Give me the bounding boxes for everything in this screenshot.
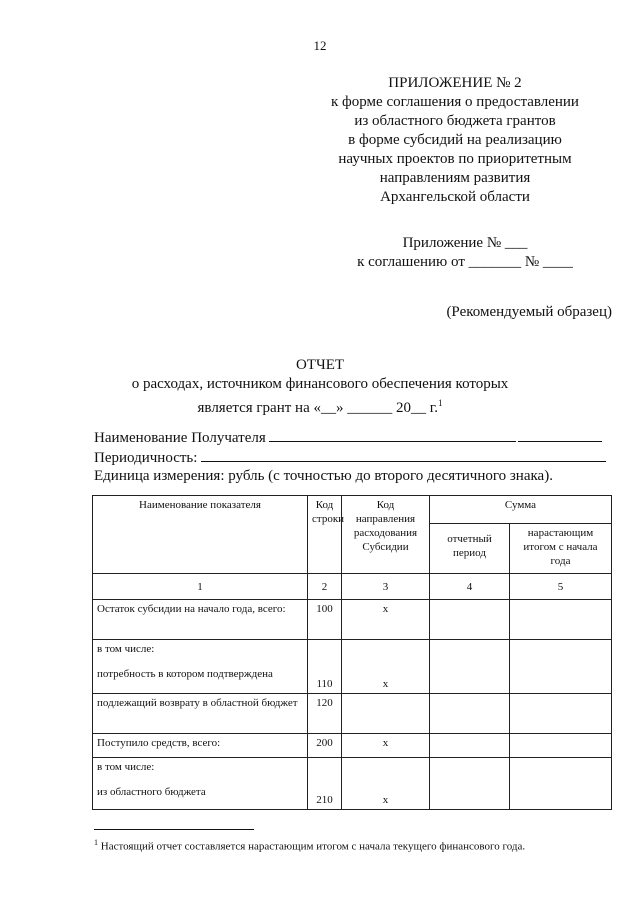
footnote-text: Настоящий отчет составляется нарастающим итогом с начала текущего финансового года.: [100, 840, 526, 853]
row-prefix: в том числе:: [97, 761, 155, 773]
footnote-divider: [94, 829, 254, 830]
page-number: 12: [313, 38, 327, 53]
report-title: [0, 356, 640, 418]
title-line-3-text: является грант на «__» ______ 20__ г.: [197, 400, 438, 416]
header-name: Наименование показателя: [93, 496, 308, 574]
table-row: [93, 758, 612, 810]
col-number: 3: [342, 574, 430, 600]
row-name: подлежащий возврату в областной бюджет: [93, 694, 308, 734]
row-name: Поступило средств, всего:: [93, 734, 308, 758]
col-number: 4: [430, 574, 510, 600]
recipient-blank-2[interactable]: [518, 427, 602, 442]
col-number: 2: [308, 574, 342, 600]
row-direction: х: [342, 600, 430, 640]
row-period-value[interactable]: [430, 600, 510, 640]
report-table: [92, 495, 612, 810]
appendix-line: направлениям развития: [379, 170, 531, 186]
row-period-value[interactable]: [430, 734, 510, 758]
title-line-2: о расходах, источником финансового обеспечения которых: [131, 376, 509, 392]
footnote: [94, 836, 594, 854]
footnote-number: 1: [94, 838, 98, 847]
row-code: 110: [308, 640, 342, 694]
row-name: [93, 758, 308, 810]
row-period-value[interactable]: [430, 758, 510, 810]
row-direction: [342, 694, 430, 734]
row-code: 100: [308, 600, 342, 640]
col-number: 1: [93, 574, 308, 600]
row-code: 210: [308, 758, 342, 810]
periodicity-row: [94, 447, 614, 467]
agreement-reference: [330, 234, 600, 272]
row-cumulative-value[interactable]: [510, 640, 612, 694]
periodicity-blank[interactable]: [201, 447, 606, 462]
appendix-line: научных проектов по приоритетным: [338, 151, 572, 167]
agreement-line-1: Приложение № ___: [402, 235, 528, 251]
row-cumulative-value[interactable]: [510, 758, 612, 810]
row-cumulative-value[interactable]: [510, 600, 612, 640]
appendix-header: [300, 74, 610, 207]
row-name: Остаток субсидии на начало года, всего:: [93, 600, 308, 640]
footnote-mark: 1: [437, 398, 443, 408]
row-cumulative-value[interactable]: [510, 694, 612, 734]
header-sum: Сумма: [430, 496, 612, 524]
row-cumulative-value[interactable]: [510, 734, 612, 758]
row-direction: х: [342, 758, 430, 810]
row-name: [93, 640, 308, 694]
appendix-line: в форме субсидий на реализацию: [348, 132, 562, 148]
appendix-line: из областного бюджета грантов: [354, 113, 556, 129]
row-prefix: в том числе:: [97, 643, 155, 655]
row-direction: х: [342, 734, 430, 758]
recipient-row: [94, 427, 614, 447]
recipient-label: Наименование Получателя: [94, 430, 266, 446]
row-name-text: потребность в котором подтверждена: [97, 668, 273, 680]
sample-note: (Рекомендуемый образец): [446, 304, 612, 320]
row-code: 200: [308, 734, 342, 758]
row-period-value[interactable]: [430, 640, 510, 694]
recipient-blank[interactable]: [269, 427, 516, 442]
row-period-value[interactable]: [430, 694, 510, 734]
table-row: [93, 640, 612, 694]
table-row: [93, 734, 612, 758]
title-line-3: [0, 394, 640, 418]
appendix-line: Архангельской области: [380, 189, 530, 205]
unit-row: Единица измерения: рубль (с точностью до второго десятичного знака).: [94, 468, 553, 484]
header-cumulative: нарастающим итогом с начала года: [510, 524, 612, 574]
report-fields: [94, 427, 614, 485]
appendix-line: ПРИЛОЖЕНИЕ № 2: [388, 75, 522, 91]
row-code: 120: [308, 694, 342, 734]
col-number: 5: [510, 574, 612, 600]
agreement-line-2: к соглашению от _______ № ____: [357, 254, 573, 270]
title-line-1: ОТЧЕТ: [295, 357, 345, 373]
appendix-line: к форме соглашения о предоставлении: [331, 94, 579, 110]
header-period: отчетный период: [430, 524, 510, 574]
row-direction: х: [342, 640, 430, 694]
table-row: [93, 694, 612, 734]
table-row: [93, 600, 612, 640]
row-name-text: из областного бюджета: [97, 786, 206, 798]
header-direction-code: Код направления расходования Субсидии: [342, 496, 430, 574]
periodicity-label: Периодичность:: [94, 450, 198, 466]
header-line-code: Код строки: [308, 496, 342, 574]
